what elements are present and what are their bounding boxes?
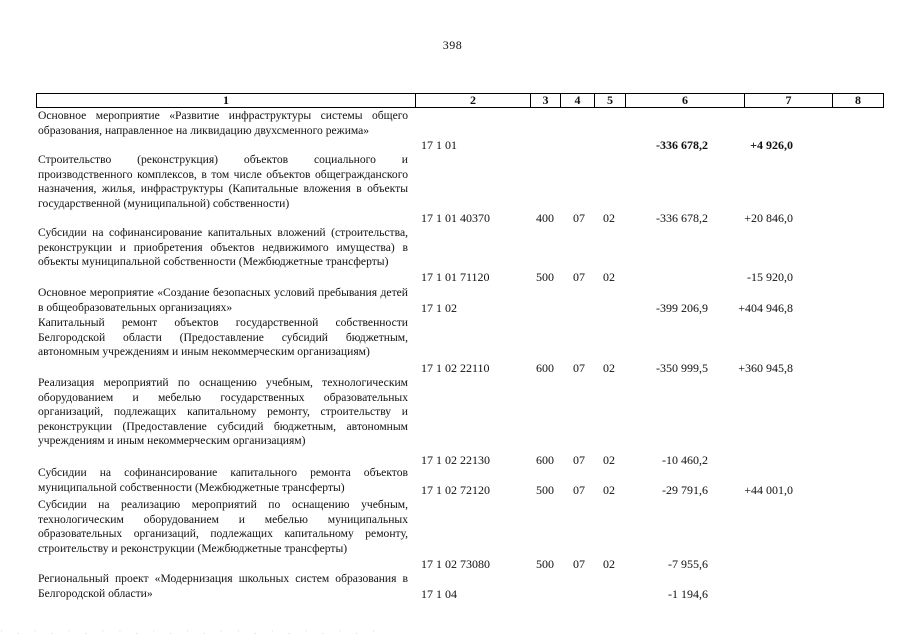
table-header: [36, 93, 884, 108]
row-code: 17 1 04: [421, 587, 457, 601]
row-description: Строительство (реконструкция) объектов социального и производственного комплексов, в том числе объектов общегражданского назначения, жилья, инфраструктуры (Капитальные вложения в объекты государственной (муниципальной) собственности): [38, 153, 408, 210]
header-col-5: 5: [595, 94, 626, 107]
row-col7-value: +44 001,0: [744, 483, 793, 497]
header-col-6: 6: [626, 94, 745, 107]
row-col6-value: -350 999,5: [656, 361, 708, 375]
row-col3-value: 500: [536, 557, 554, 571]
row-col7-value: +20 846,0: [744, 211, 793, 225]
row-col4-value: 07: [573, 453, 585, 467]
row-col4-value: 07: [573, 211, 585, 225]
row-col5-value: 02: [603, 211, 615, 225]
row-col6-value: -399 206,9: [656, 301, 708, 315]
row-col6-value: -336 678,2: [656, 211, 708, 225]
row-col4-value: 07: [573, 557, 585, 571]
header-col-1: 1: [37, 94, 416, 107]
row-description: Субсидии на реализацию мероприятий по оснащению учебным, технологическим оборудованием и мебелью муниципальных образовательных организаций, подлежащих капитальному ремонту, строительству и реконструкции (Межбюджетные трансферты): [38, 498, 408, 555]
row-col6-value: -7 955,6: [668, 557, 708, 571]
row-code: 17 1 01 40370: [421, 211, 490, 225]
row-col5-value: 02: [603, 361, 615, 375]
row-col6-value: -336 678,2: [656, 138, 708, 152]
row-code: 17 1 02 72120: [421, 483, 490, 497]
row-col3-value: 400: [536, 211, 554, 225]
page-number: 398: [442, 38, 463, 52]
header-col-2: 2: [416, 94, 531, 107]
row-col3-value: 600: [536, 453, 554, 467]
row-col6-value: -29 791,6: [662, 483, 708, 497]
header-col-3: 3: [531, 94, 561, 107]
row-description: Субсидии на софинансирование капитальных вложений (строительства, реконструкции и приобретения объектов недвижимого имущества) в объекты муниципальной собственности (Межбюджетные трансферты): [38, 226, 408, 269]
row-col6-value: -1 194,6: [668, 587, 708, 601]
row-col6-value: -10 460,2: [662, 453, 708, 467]
row-col5-value: 02: [603, 483, 615, 497]
row-col7-value: +4 926,0: [750, 138, 793, 152]
row-description: Капитальный ремонт объектов государственной собственности Белгородской области (Предоставление субсидий бюджетным, автономным учреждениям и иным некоммерческим организациям): [38, 316, 408, 359]
row-col7-value: +404 946,8: [738, 301, 793, 315]
row-description: Основное мероприятие «Развитие инфраструктуры системы общего образования, направленное на ликвидацию двухсменного режима»: [38, 109, 408, 137]
row-col5-value: 02: [603, 557, 615, 571]
row-col4-value: 07: [573, 361, 585, 375]
row-description: Реализация мероприятий по оснащению учебным, технологическим оборудованием и мебелью государственных образовательных организаций, подлежащих капитальному ремонту, строительству и реконструкции (Предоставление субсидий бюджетным, автономным учреждениям и иным некоммерческим организациям): [38, 376, 408, 448]
row-code: 17 1 02 22130: [421, 453, 490, 467]
row-col5-value: 02: [603, 270, 615, 284]
row-description: Основное мероприятие «Создание безопасных условий пребывания детей в общеобразовательных организациях»: [38, 286, 408, 314]
row-code: 17 1 02 73080: [421, 557, 490, 571]
row-col4-value: 07: [573, 270, 585, 284]
row-col3-value: 600: [536, 361, 554, 375]
row-code: 17 1 02: [421, 301, 457, 315]
row-col7-value: -15 920,0: [747, 270, 793, 284]
row-col7-value: +360 945,8: [738, 361, 793, 375]
row-col3-value: 500: [536, 270, 554, 284]
header-col-8: 8: [855, 93, 861, 107]
row-col3-value: 500: [536, 483, 554, 497]
row-code: 17 1 01 71120: [421, 270, 490, 284]
row-code: 17 1 02 22110: [421, 361, 490, 375]
header-col-4: 4: [561, 94, 595, 107]
header-col-7: 7: [745, 94, 833, 107]
row-code: 17 1 01: [421, 138, 457, 152]
row-col5-value: 02: [603, 453, 615, 467]
row-description: Региональный проект «Модернизация школьных систем образования в Белгородской области»: [38, 572, 408, 600]
scan-noise: · . · . · . · · . · . · . · · . · . · . · . ·: [0, 626, 381, 636]
row-description: Субсидии на софинансирование капитального ремонта объектов муниципальной собственности (Межбюджетные трансферты): [38, 466, 408, 494]
row-col4-value: 07: [573, 483, 585, 497]
